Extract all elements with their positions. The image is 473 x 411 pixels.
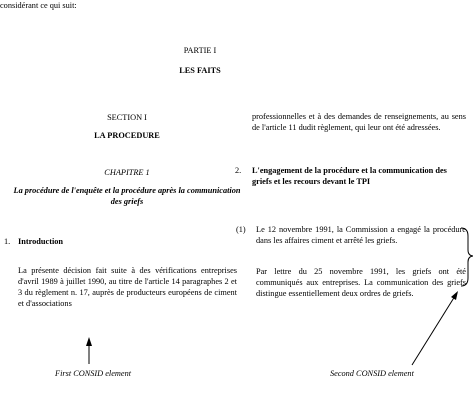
subsection-number: 1. bbox=[4, 237, 11, 246]
chapter-label: CHAPITRE 1 bbox=[104, 168, 150, 177]
caption-second-consid: Second CONSID element bbox=[330, 369, 414, 378]
section-label: SECTION I bbox=[107, 113, 147, 122]
heading-number: 2. bbox=[235, 166, 242, 175]
diagonal-arrow-icon bbox=[412, 291, 458, 365]
caption-first-consid: First CONSID element bbox=[55, 369, 132, 378]
heading-text: L'engagement de la procédure et la communication des griefs et les recours devant le bbox=[252, 166, 447, 186]
section-title: LA PROCEDURE bbox=[94, 131, 160, 140]
curly-brace-icon bbox=[461, 228, 473, 286]
part-label: PARTIE I bbox=[183, 46, 217, 55]
first-consid-paragraph: La présente décision fait suite à des vérifications entreprises d'avril 1989 à juillet 1990, au titre de l'article 14 paragraphes 2 et 3 du règlement n. 17, auprès de producteurs européens de ciment et d'associations bbox=[18, 266, 237, 308]
intro-line: considérant ce qui suit: bbox=[0, 1, 77, 10]
second-consid-paragraph-1: Le 12 novembre 1991, la Commission a engagé la procédure dans les affaires ciment et arrêté les griefs. bbox=[256, 225, 466, 245]
up-arrow-icon bbox=[86, 337, 92, 364]
subsection-title: Introduction bbox=[18, 237, 64, 246]
continuation-paragraph: professionnelles et à des demandes de renseignements, au sens de l'article 11 dudit règlement, qui leur ont été adressées. bbox=[252, 112, 466, 132]
second-consid-paragraph-2: Par lettre du 25 novembre 1991, les griefs ont été communiqués aux entreprises. La communication des griefs distingue essentiellement deux ordres de griefs. bbox=[256, 267, 466, 298]
heading-tail: TPI bbox=[356, 176, 371, 186]
chapter-title: La procédure de l'enquête et la procédure après la communication des griefs bbox=[13, 186, 241, 206]
part-title: LES FAITS bbox=[179, 66, 221, 75]
paragraph-number: (1) bbox=[236, 225, 246, 234]
